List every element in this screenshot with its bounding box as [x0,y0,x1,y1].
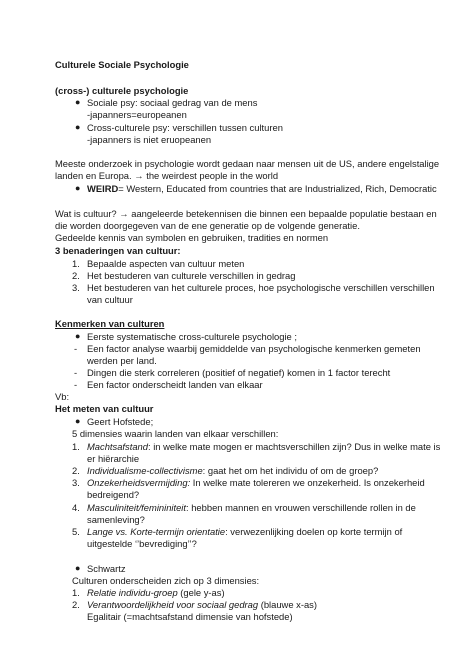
list-item-text: Geert Hofstede; [87,416,154,427]
dim-text: (blauwe x-as) [258,599,317,610]
list-item-text: Een factor onderscheidt landen van elkaar [87,379,263,390]
list-number: 2. [72,465,80,476]
list-number: 2. [72,270,80,281]
list-number: 3. [72,477,80,488]
paragraph-text: landen en Europa. → the weirdest people in the world [55,170,279,181]
list-item [0,293,474,306]
dim-text: uitgestelde ‘’bevrediging’’? [87,538,197,549]
bullet-icon: ● [75,331,81,341]
list-number: 3. [72,282,80,293]
dim-term: Masculiniteit/femininiteit [87,502,186,513]
list-item-text: -japanners=europeanen [87,109,187,120]
section-heading: 3 benaderingen van cultuur: [55,245,181,256]
paragraph-text: die worden doorgegeven van de ene generatie op de volgende generatie. [55,220,360,231]
list-item-text: Cross-culturele psy: verschillen tussen culturen [87,122,283,133]
list-item-text: werden per land. [87,355,157,366]
list-item [0,488,474,501]
section-heading: Kenmerken van culturen [55,318,165,329]
paragraph-text: 5 dimensies waarin landen van elkaar verschillen: [72,428,279,439]
paragraph-text: Wat is cultuur? → aangeleerde betekennisen die binnen een bepaalde populatie bestaan en [55,208,437,219]
list-item-text: Schwartz [87,563,126,574]
dim-text: bedreigend? [87,489,140,500]
list-item-text: Dingen die sterk correleren (positief of negatief) komen in 1 factor terecht [87,367,391,378]
doc-title-line [0,58,474,71]
paragraph-text: Culturen onderscheiden zich op 3 dimensies: [72,575,260,586]
bullet-icon: ● [75,122,81,132]
dim-text: : verwezenlijking doelen op korte termijn of [225,526,403,537]
list-item-text: Het bestuderen van het culturele proces, hoe psychologische verschillen verschillen [87,282,435,293]
section-heading-line [0,244,474,257]
example-label: Vb: [55,391,70,402]
weird-label: WEIRD [87,183,119,194]
bullet-icon: ● [75,563,81,573]
dash-marker: - [74,343,78,354]
list-item [0,108,474,121]
paragraph-line [0,169,474,182]
weird-definition: = Western, Educated from countries that are Industrialized, Rich, Democratic [118,183,437,194]
paragraph-text: Meeste onderzoek in psychologie wordt gedaan naar mensen uit de US, andere engelstalige [55,158,440,169]
paragraph-line [0,427,474,440]
list-number: 1. [72,441,80,452]
section-heading-line [0,402,474,415]
section-heading: Het meten van cultuur [55,403,154,414]
section-heading: (cross-) culturele psychologie [55,85,189,96]
bullet-icon: ● [75,97,81,107]
list-item-text: Het bestuderen van culturele verschillen in gedrag [87,270,296,281]
dim-term: Onzekerheidsvermijding: [87,477,191,488]
dim-text: : gaat het om het individu of om de groep? [202,465,379,476]
paragraph-text: Gedeelde kennis van symbolen en gebruiken, tradities en normen [55,232,329,243]
dim-text: Egalitair (=machtsafstand dimensie van hofstede) [87,611,293,622]
list-item-text: -japanners is niet eruopeanen [87,134,212,145]
dim-term: Relatie individu-groep [87,587,178,598]
list-item [0,133,474,146]
dash-marker: - [74,367,78,378]
dim-text: : in welke mate mogen er machtsverschillen zijn? Dus in welke mate is [147,441,441,452]
list-item [0,537,474,550]
list-item [0,610,474,623]
dash-marker: - [74,379,78,390]
bullet-icon: ● [75,416,81,426]
list-item-text: van cultuur [87,294,133,305]
list-item-text: Eerste systematische cross-culturele psychologie ; [87,331,297,342]
paragraph-line [0,231,474,244]
list-item-text: Sociale psy: sociaal gedrag van de mens [87,97,258,108]
dim-term: Verantwoordelijkheid voor sociaal gedrag [87,599,259,610]
dim-text: (gele y-as) [177,587,225,598]
dim-text: samenleving? [87,514,145,525]
dim-term: Individualisme-collectivisme [87,465,203,476]
list-number: 5. [72,526,80,537]
list-number: 4. [72,502,80,513]
doc-title: Culturele Sociale Psychologie [55,59,189,70]
dim-text: er hiërarchie [87,453,140,464]
dim-term: Lange vs. Korte-termijn orientatie [87,526,226,537]
list-item [0,182,474,195]
section-heading-line [0,317,474,330]
dim-text: In welke mate tolereren we onzekerheid. Is onzekerheid [190,477,425,488]
dim-term: Machtsafstand [87,441,148,452]
dim-text: : hebben mannen en vrouwen verschillende rollen in de [186,502,416,513]
list-number: 2. [72,599,80,610]
list-number: 1. [72,258,80,269]
list-item-text: Bepaalde aspecten van cultuur meten [87,258,245,269]
weird-line [87,182,437,195]
list-number: 1. [72,587,80,598]
bullet-icon: ● [75,183,81,193]
list-item-text: Een factor analyse waarbij gemiddelde van psychologische kenmerken gemeten [87,343,421,354]
